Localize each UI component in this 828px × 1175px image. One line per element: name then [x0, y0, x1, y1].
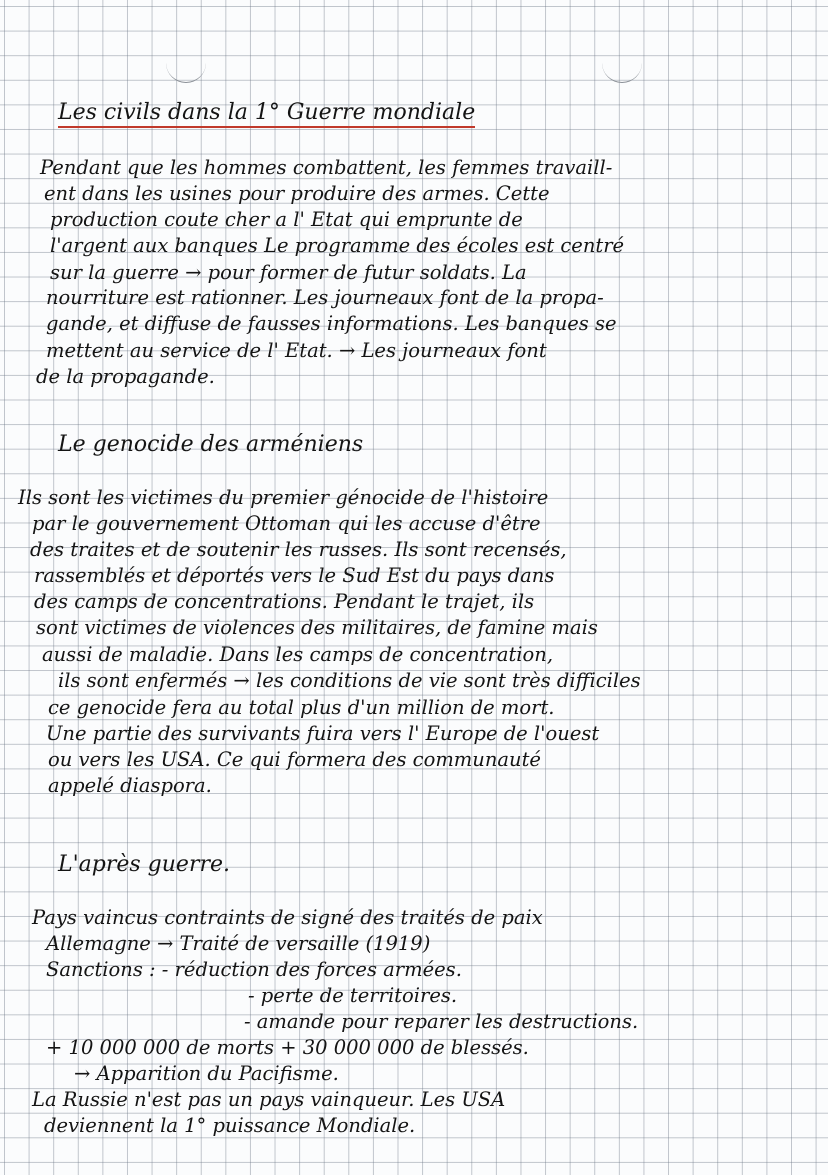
- text-line: ent dans les usines pour produire des armes. Cette: [44, 182, 550, 205]
- text-line: - amande pour reparer les destructions.: [244, 1010, 639, 1033]
- text-line: → Apparition du Pacifisme.: [74, 1062, 339, 1085]
- text-line: Ils sont les victimes du premier génocide de l'histoire: [18, 486, 549, 509]
- section-title-genocide: Le genocide des arméniens: [58, 432, 364, 457]
- text-line: de la propagande.: [36, 365, 215, 388]
- text-line: Pendant que les hommes combattent, les femmes travaill-: [40, 156, 613, 179]
- text-line: La Russie n'est pas un pays vainqueur. Les USA: [32, 1088, 506, 1111]
- text-line: ce genocide fera au total plus d'un million de mort.: [48, 696, 555, 719]
- text-line: + 10 000 000 de morts + 30 000 000 de blessés.: [46, 1036, 529, 1059]
- text-line: par le gouvernement Ottoman qui les accuse d'être: [32, 512, 541, 535]
- text-line: Sanctions : - réduction des forces armées.: [46, 958, 462, 981]
- text-line: l'argent aux banques Le programme des écoles est centré: [50, 234, 625, 257]
- text-line: Allemagne → Traité de versaille (1919): [46, 932, 431, 955]
- text-line: mettent au service de l' Etat. → Les journeaux font: [46, 339, 547, 362]
- text-line: des traites et de soutenir les russes. Ils sont recensés,: [30, 538, 567, 561]
- text-line: appelé diaspora.: [48, 774, 212, 797]
- text-line: gande, et diffuse de fausses informations. Les banques se: [46, 312, 617, 335]
- section-title-apres-guerre: L'après guerre.: [58, 852, 230, 877]
- text-line: des camps de concentrations. Pendant le trajet, ils: [34, 590, 535, 613]
- text-line: - perte de territoires.: [248, 984, 458, 1007]
- text-line: production coute cher a l' Etat qui emprunte de: [50, 208, 523, 231]
- text-line: nourriture est rationner. Les journeaux font de la propa-: [46, 286, 604, 309]
- text-line: sont victimes de violences des militaires, de famine mais: [36, 616, 598, 639]
- text-line: Une partie des survivants fuira vers l' Europe de l'ouest: [46, 722, 600, 745]
- text-line: rassemblés et déportés vers le Sud Est du pays dans: [34, 564, 555, 587]
- text-line: aussi de maladie. Dans les camps de concentration,: [42, 643, 554, 666]
- text-line: ils sont enfermés → les conditions de vie sont très difficiles: [58, 669, 641, 692]
- text-line: Pays vaincus contraints de signé des traités de paix: [32, 906, 543, 929]
- text-line: ou vers les USA. Ce qui formera des communauté: [48, 748, 541, 771]
- text-line: sur la guerre → pour former de futur soldats. La: [50, 261, 527, 284]
- section-title-civils: Les civils dans la 1° Guerre mondiale: [58, 100, 475, 125]
- text-line: deviennent la 1° puissance Mondiale.: [44, 1114, 416, 1137]
